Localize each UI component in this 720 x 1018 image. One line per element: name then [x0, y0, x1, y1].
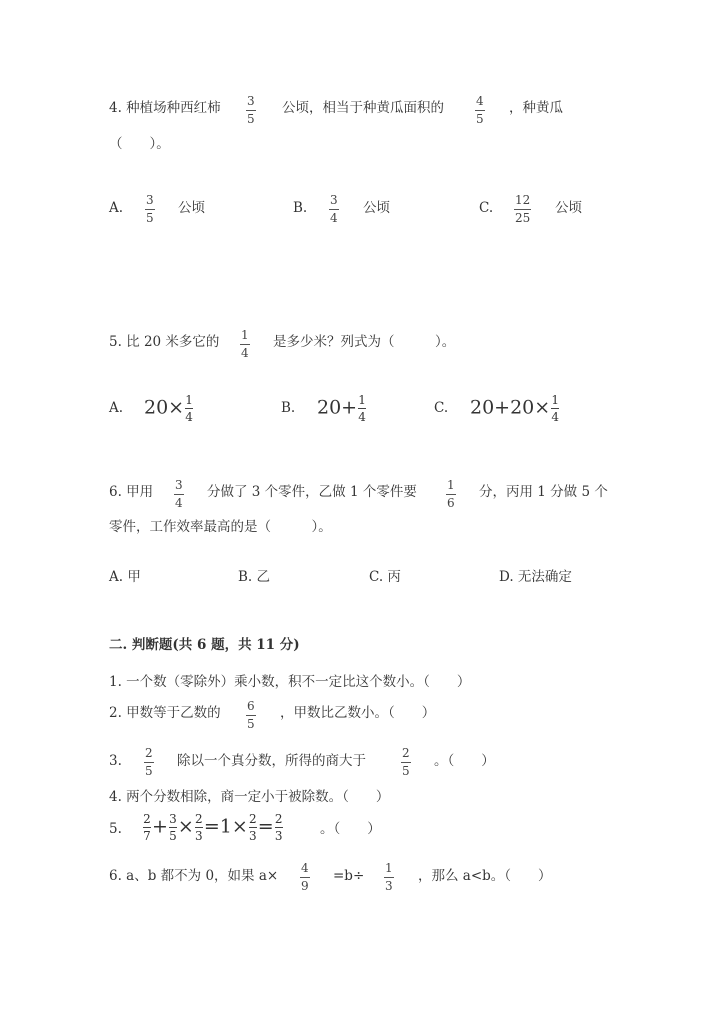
q4-option-c-fraction[interactable] — [514, 194, 531, 225]
plus-sign: + — [152, 815, 168, 838]
judge-item-2-text-1: 2. 甲数等于乙数的 — [109, 705, 221, 721]
denominator: 4 — [175, 496, 183, 510]
q5-option-b-expression[interactable] — [317, 394, 367, 423]
q6-fraction-2 — [446, 479, 456, 510]
expression-text: 20+ — [317, 396, 358, 419]
q6-text-1: 6. 甲用 — [109, 484, 154, 500]
fraction-bar — [185, 408, 193, 409]
expression-text: 20× — [144, 396, 185, 419]
numerator: 2 — [248, 812, 257, 826]
numerator: 3 — [146, 193, 154, 207]
q4-text-2: 公顷，相当于种黄瓜面积的 — [282, 100, 444, 116]
q4-fraction-1 — [246, 95, 256, 126]
fraction-bar — [551, 408, 559, 409]
expression-fraction — [358, 394, 366, 423]
q4-option-b-unit: 公顷 — [363, 200, 390, 216]
q4-text-1: 4. 种植场种西红柿 — [109, 100, 221, 116]
q6-text-3: 分，丙用 1 分做 5 个 — [479, 484, 608, 500]
judge-item-4: 4. 两个分数相除，商一定小于被除数。（ ） — [109, 789, 390, 805]
judge-item-5-end: 。（ ） — [320, 821, 381, 837]
denominator: 4 — [330, 211, 338, 225]
fraction-bar — [358, 408, 366, 409]
fraction-bar — [300, 877, 310, 878]
equals-times: =1× — [203, 815, 248, 838]
numerator: 1 — [358, 393, 366, 407]
judge-item-3-number: 3. — [109, 753, 122, 769]
q4-option-a-fraction[interactable] — [145, 194, 155, 225]
q4-option-c-label[interactable]: C. — [479, 200, 494, 216]
q6-fraction-1 — [174, 479, 184, 510]
q4-option-c-unit: 公顷 — [555, 200, 582, 216]
numerator: 2 — [402, 746, 410, 760]
expression-fraction — [195, 813, 203, 842]
fraction-bar — [144, 762, 154, 763]
denominator: 4 — [241, 346, 249, 360]
fraction-bar — [169, 827, 177, 828]
judge-item-3-text: 除以一个真分数，所得的商大于 — [177, 753, 366, 769]
denominator: 6 — [447, 496, 455, 510]
numerator: 1 — [241, 328, 249, 342]
numerator: 4 — [476, 94, 484, 108]
fraction-bar — [275, 827, 283, 828]
denominator: 3 — [274, 829, 283, 843]
denominator: 3 — [195, 829, 203, 843]
q6-option-b[interactable]: B. 乙 — [238, 569, 271, 585]
fraction-bar — [514, 209, 531, 210]
fraction-bar — [384, 877, 394, 878]
fraction-bar — [174, 494, 184, 495]
q6-option-d[interactable]: D. 无法确定 — [499, 569, 572, 585]
q5-option-c-label[interactable]: C. — [434, 400, 449, 416]
fraction-bar — [446, 494, 456, 495]
numerator: 2 — [143, 812, 151, 826]
times-sign: × — [177, 815, 194, 838]
expression-fraction — [249, 813, 257, 842]
expression-fraction — [551, 394, 559, 423]
numerator: 3 — [247, 94, 255, 108]
denominator: 5 — [402, 764, 410, 778]
fraction-bar — [240, 344, 250, 345]
fraction-bar — [475, 110, 485, 111]
judge-item-2-text-2: ，甲数比乙数小。（ ） — [280, 705, 436, 721]
numerator: 1 — [551, 393, 560, 407]
q6-option-a[interactable]: A. 甲 — [109, 569, 141, 585]
q4-option-a-label[interactable]: A. — [109, 200, 124, 216]
equals-sign: = — [257, 815, 274, 838]
denominator: 4 — [358, 410, 366, 424]
q4-option-b-fraction[interactable] — [329, 194, 339, 225]
fraction-bar — [145, 209, 155, 210]
fraction-bar — [195, 827, 203, 828]
q6-option-c[interactable]: C. 丙 — [369, 569, 401, 585]
judge-item-6-text-2: =b÷ — [333, 868, 365, 884]
q4-option-a-unit: 公顷 — [178, 200, 205, 216]
judge-item-6-text-3: ，那么 a<b。（ ） — [418, 868, 552, 884]
denominator: 25 — [515, 211, 531, 225]
q6-text-2: 分做了 3 个零件，乙做 1 个零件要 — [207, 484, 417, 500]
denominator: 7 — [143, 829, 151, 843]
numerator: 2 — [195, 812, 203, 826]
expression-fraction — [275, 813, 283, 842]
numerator: 6 — [247, 699, 255, 713]
judge-item-6-text-1: 6. a、b 都不为 0，如果 a× — [109, 868, 279, 884]
denominator: 5 — [145, 764, 153, 778]
denominator: 4 — [551, 410, 560, 424]
judge-item-3-end: 。（ ） — [434, 753, 495, 769]
q5-text-1: 5. 比 20 米多它的 — [109, 334, 220, 350]
denominator: 5 — [476, 112, 484, 126]
numerator: 2 — [145, 746, 153, 760]
denominator: 4 — [185, 410, 193, 424]
q4-text-3: ，种黄瓜 — [509, 100, 563, 116]
numerator: 2 — [274, 812, 283, 826]
judge-item-6-fraction-1 — [300, 862, 310, 893]
denominator: 5 — [146, 211, 154, 225]
judge-item-6-fraction-2 — [384, 862, 394, 893]
q5-option-a-expression[interactable] — [144, 394, 194, 423]
numerator: 12 — [515, 193, 531, 207]
fraction-bar — [329, 209, 339, 210]
judge-item-5-expression — [142, 813, 284, 842]
section-2-title: 二. 判断题(共 6 题，共 11 分) — [109, 637, 300, 653]
denominator: 9 — [301, 879, 309, 893]
denominator: 3 — [248, 829, 257, 843]
q5-text-2: 是多少米？列式为（ ）。 — [273, 334, 456, 350]
judge-item-3-fraction-1 — [144, 747, 154, 778]
denominator: 5 — [247, 717, 255, 731]
denominator: 5 — [169, 829, 177, 843]
expression-fraction — [143, 813, 151, 842]
q4-option-b-label[interactable]: B. — [293, 200, 308, 216]
judge-item-3-fraction-2 — [401, 747, 411, 778]
q5-option-c-expression[interactable] — [470, 394, 560, 423]
denominator: 5 — [247, 112, 255, 126]
q4-fraction-2 — [475, 95, 485, 126]
numerator: 1 — [385, 861, 393, 875]
numerator: 3 — [169, 812, 177, 826]
judge-item-1: 1. 一个数（零除外）乘小数，积不一定比这个数小。（ ） — [109, 674, 471, 690]
numerator: 1 — [447, 478, 455, 492]
expression-fraction — [185, 394, 193, 423]
fraction-bar — [246, 715, 256, 716]
judge-item-2-fraction — [246, 700, 256, 731]
q5-option-b-label[interactable]: B. — [281, 400, 296, 416]
fraction-bar — [401, 762, 411, 763]
numerator: 3 — [330, 193, 338, 207]
judge-item-5-number: 5. — [109, 821, 122, 837]
fraction-bar — [143, 827, 151, 828]
q4-answer-blank: （ ）。 — [109, 136, 170, 152]
numerator: 4 — [301, 861, 309, 875]
q6-text-4: 零件，工作效率最高的是（ ）。 — [109, 519, 332, 535]
q5-option-a-label[interactable]: A. — [109, 400, 124, 416]
q5-fraction-1 — [240, 329, 250, 360]
expression-fraction — [169, 813, 177, 842]
expression-text: 20+20× — [470, 396, 551, 419]
numerator: 1 — [185, 393, 193, 407]
fraction-bar — [246, 110, 256, 111]
denominator: 3 — [385, 879, 393, 893]
numerator: 3 — [175, 478, 183, 492]
fraction-bar — [249, 827, 257, 828]
